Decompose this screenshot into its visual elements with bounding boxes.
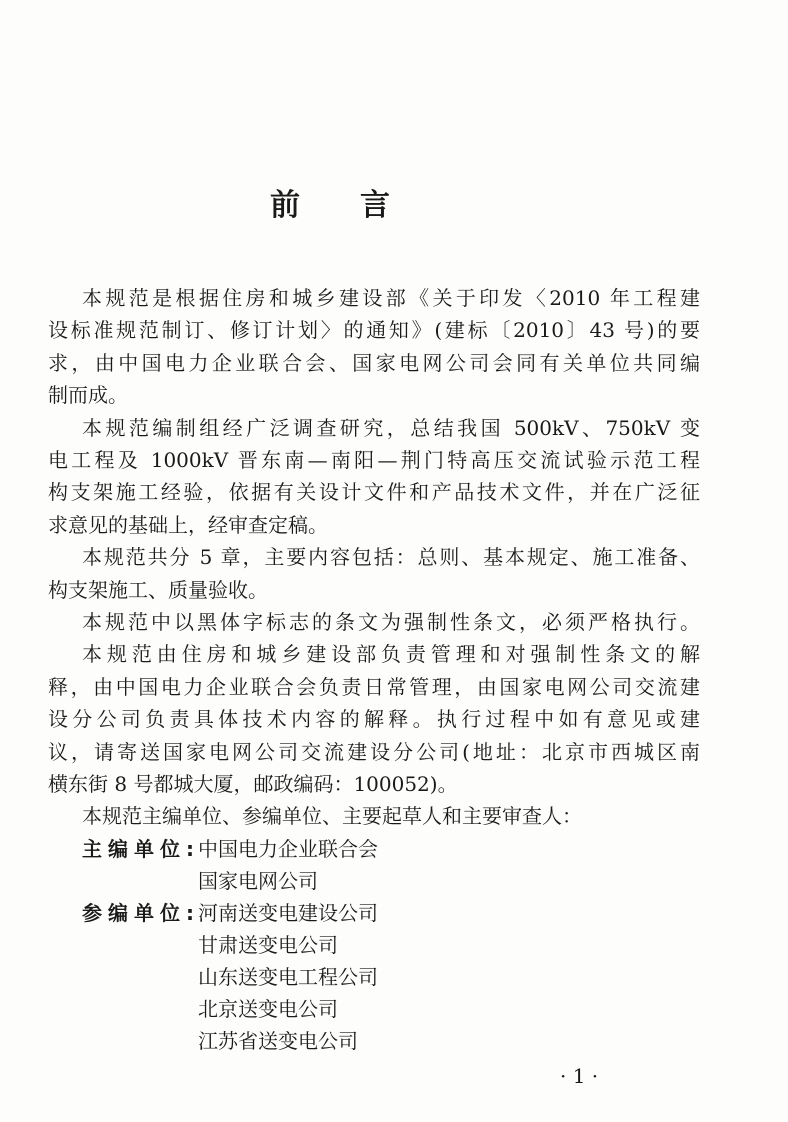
paragraph-line: 本规范共分 5 章，主要内容包括：总则、基本规定、施工准备、 — [82, 545, 700, 570]
page-number: · 1 · — [560, 1064, 599, 1088]
paragraph-line: 求意见的基础上，经审查定稿。 — [48, 512, 328, 537]
participating-units-item: 山东送变电工程公司 — [198, 964, 378, 989]
paragraph-line: 本规范中以黑体字标志的条文为强制性条文，必须严格执行。 — [82, 610, 700, 634]
paragraph-line: 本规范编制组经广泛调查研究，总结我国 500kV、750kV 变 — [82, 415, 700, 440]
chief-units-item: 国家电网公司 — [198, 868, 318, 893]
paragraph-line: 电工程及 1000kV 晋东南—南阳—荆门特高压交流试验示范工程 — [48, 448, 700, 472]
paragraph-line: 构支架施工经验，依据有关设计文件和产品技术文件，并在广泛征 — [48, 480, 700, 505]
paragraph-line: 设分公司负责具体技术内容的解释。执行过程中如有意见或建 — [48, 707, 700, 732]
paragraph-line: 本规范是根据住房和城乡建设部《关于印发〈2010 年工程建 — [82, 286, 700, 310]
participating-units-item: 河南送变电建设公司 — [198, 900, 378, 925]
paragraph-line: 本规范由住房和城乡建设部负责管理和对强制性条文的解 — [82, 642, 700, 667]
paragraph-line: 释，由中国电力企业联合会负责日常管理，由国家电网公司交流建 — [48, 674, 700, 699]
paragraph-line: 议，请寄送国家电网公司交流建设分公司(地址：北京市西城区南 — [48, 739, 700, 764]
chief-units-item: 中国电力企业联合会 — [198, 836, 378, 861]
title-char-1: 前 — [270, 188, 300, 223]
paragraph-line: 横东街 8 号都城大厦，邮政编码：100052)。 — [48, 772, 458, 796]
paragraph-line: 本规范主编单位、参编单位、主要起草人和主要审查人： — [82, 804, 582, 829]
participating-units-item: 北京送变电公司 — [198, 996, 338, 1021]
paragraph-line: 制而成。 — [48, 383, 128, 408]
paragraph-line: 构支架施工、质量验收。 — [48, 577, 268, 602]
participating-units-item: 江苏省送变电公司 — [198, 1028, 358, 1053]
participating-units-label: 参编单位: — [82, 900, 194, 925]
paragraph-line: 求，由中国电力企业联合会、国家电网公司会同有关单位共同编 — [48, 350, 700, 375]
paragraph-line: 设标准规范制订、修订计划〉的通知》(建标〔2010〕43 号)的要 — [48, 318, 700, 343]
participating-units-item: 甘肃送变电公司 — [198, 932, 338, 957]
chief-units-label: 主编单位: — [82, 836, 194, 861]
title-char-2: 言 — [360, 188, 390, 223]
